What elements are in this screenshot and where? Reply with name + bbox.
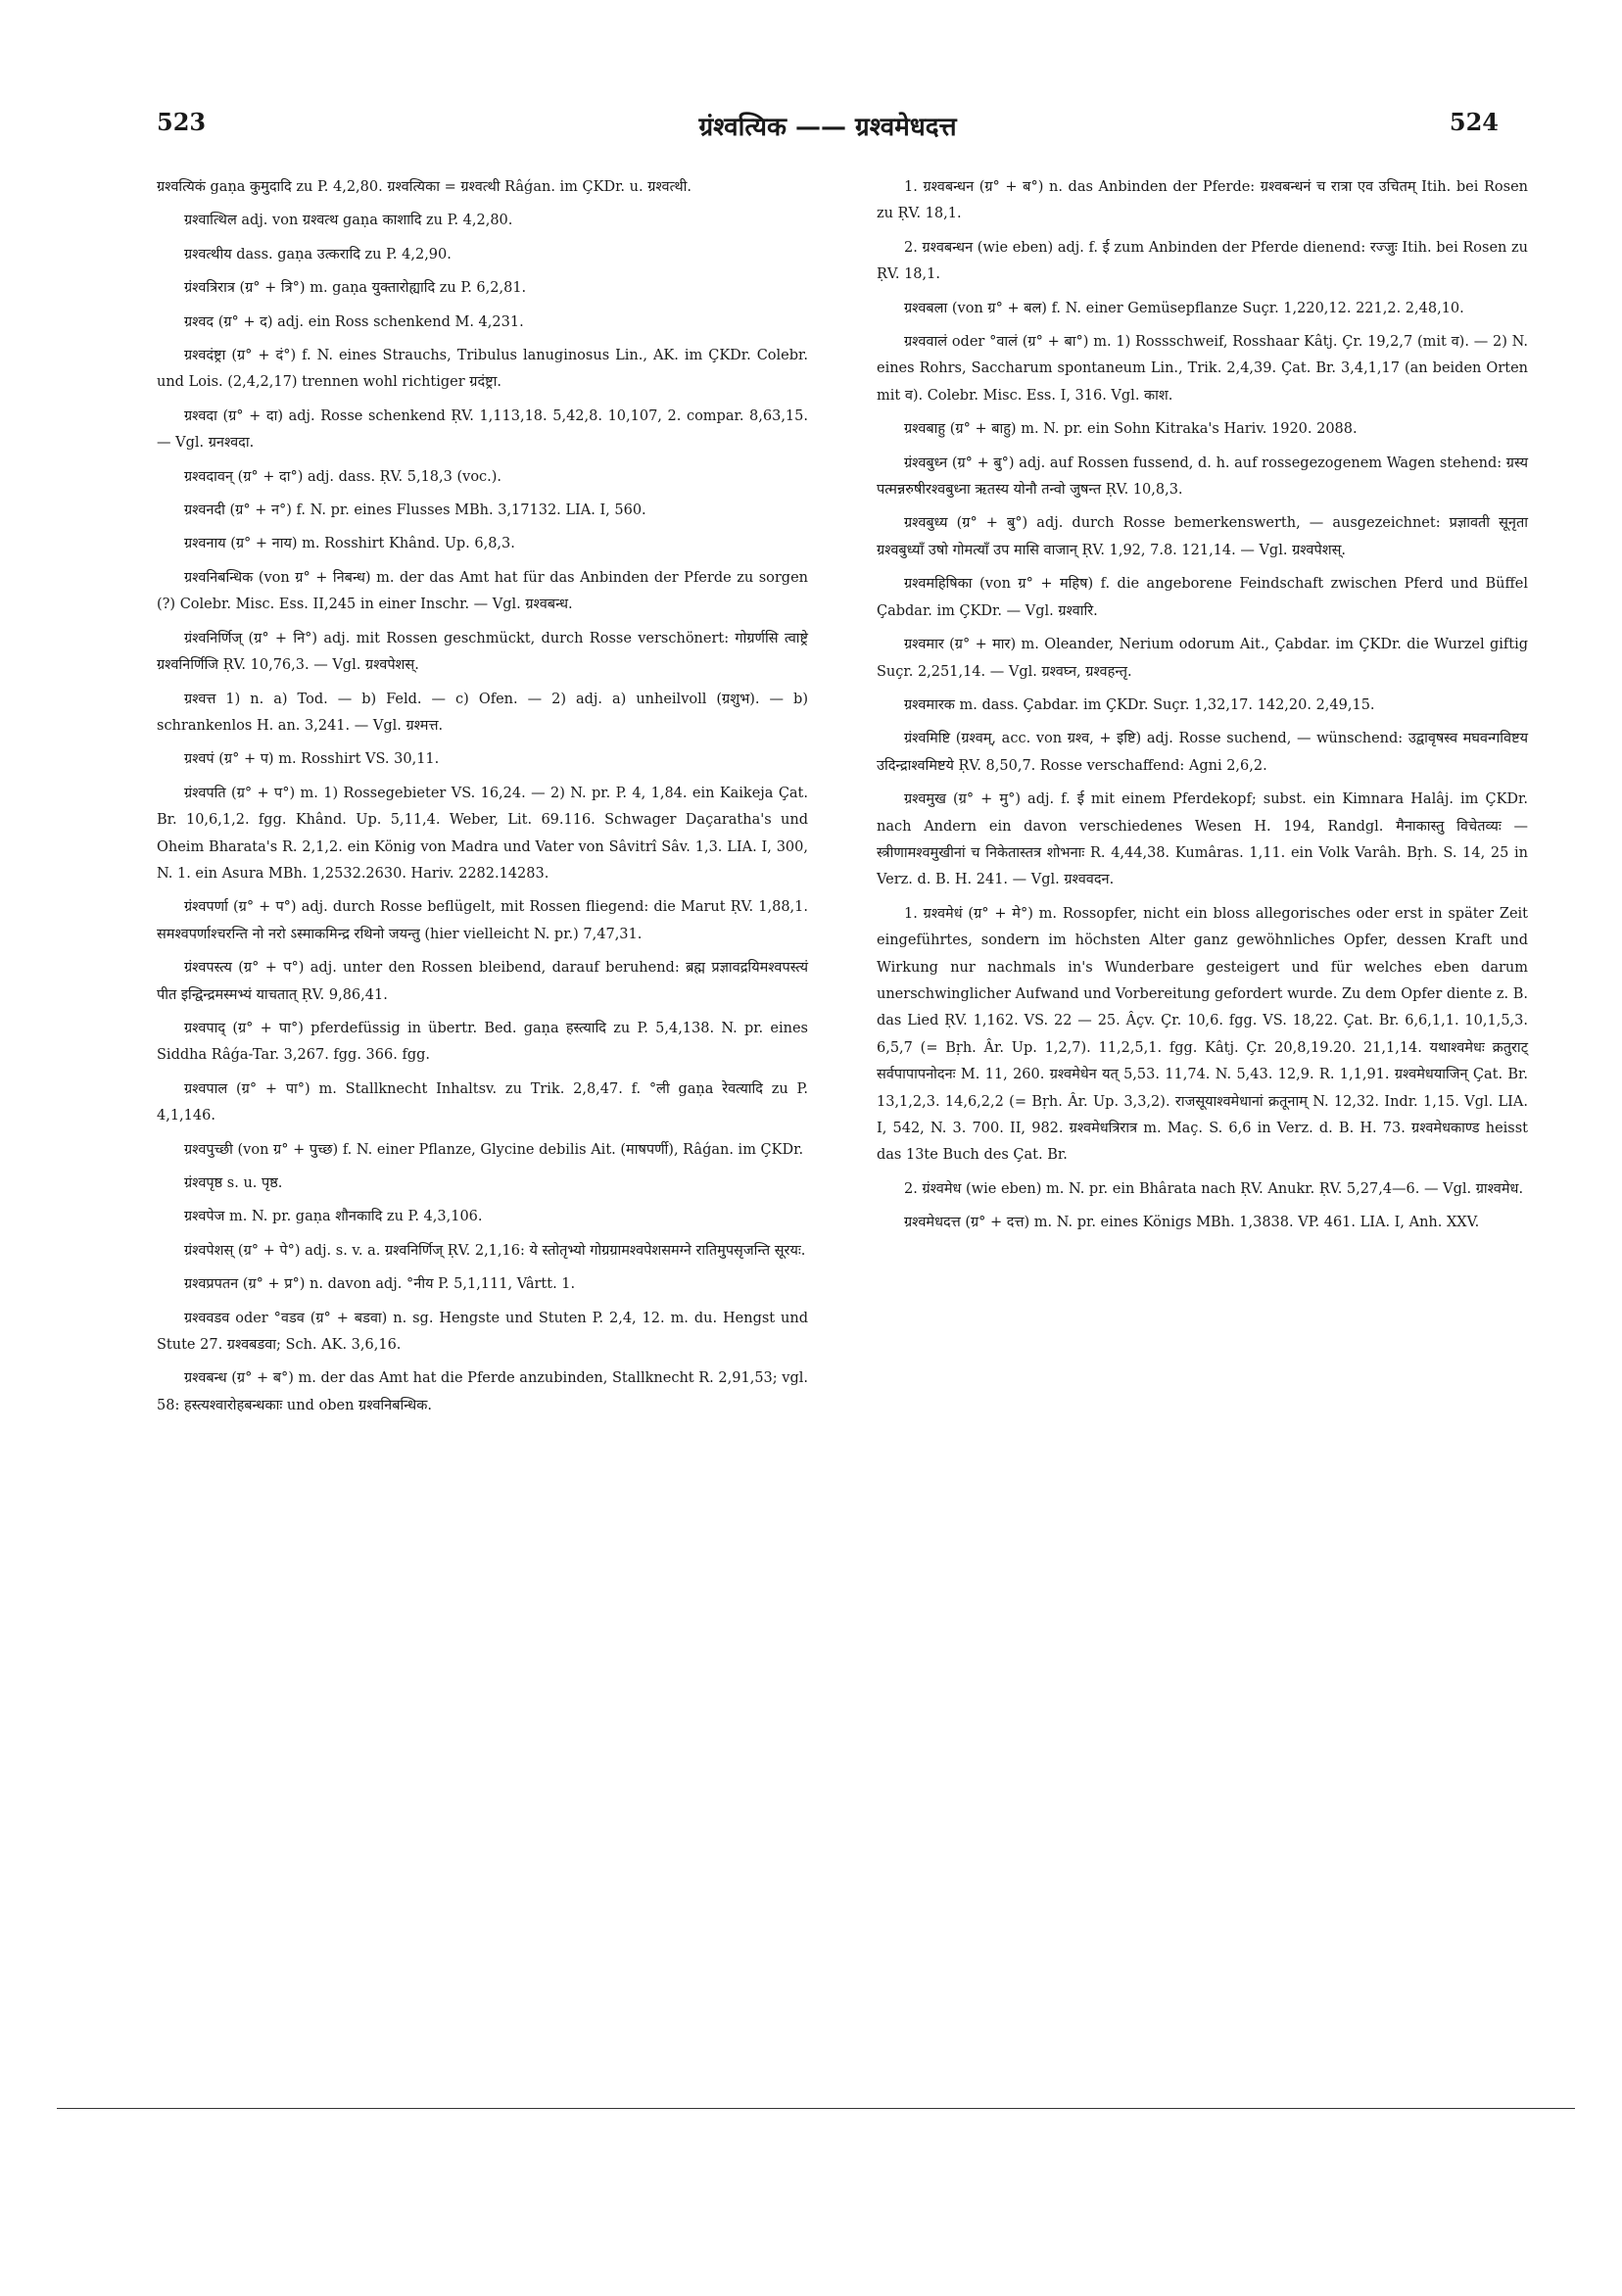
dictionary-entry: ग्रंश्वपेशस् (ग्र° + पे°) adj. s. v. a. ग्रश्वनिर्णिज् ṚV. 2,1,16: ये स्तोतृभ्यो गोग्रग्रामश्वपेशसमग्ने रातिमुपसृजन्ति सूरयः. — [184, 1242, 806, 1259]
dictionary-entry: ग्रश्वमार (ग्र° + मार) m. Oleander, Nerium odorum Ait., Çabdar. im ÇKDr. die Wurzel giftig Suçr. 2,251,14. — Vgl. ग्रश्वघ्न, ग्रश्वहन्तृ. — [877, 637, 1528, 680]
dictionary-entry: ग्रश्वदावन् (ग्र° + दा°) adj. dass. ṚV. 5,18,3 (voc.). — [184, 468, 502, 485]
dictionary-entry: ग्रश्वद (ग्र° + द) adj. ein Ross schenkend M. 4,231. — [184, 313, 524, 330]
dictionary-entry: ग्रश्वमेधदत्त (ग्र° + दत्त) m. N. pr. eines Königs MBh. 1,3838. VP. 461. LIA. I, Anh. XXV. — [904, 1215, 1480, 1231]
page-number-left: 523 — [157, 108, 207, 136]
dictionary-entry: ग्रश्वपाद् (ग्र° + पा°) pferdefüssig in übertr. Bed. gaṇa हस्त्यादि zu P. 5,4,138. N. pr. eines Siddha Râǵa-Tar. 3,267. fgg. 366. fgg. — [157, 1020, 808, 1064]
left-column — [157, 174, 808, 1426]
dictionary-entry: ग्रश्वदंष्ट्रा (ग्र° + दं°) f. N. eines Strauchs, Tribulus lanuginosus Lin., AK. im ÇKDr. Colebr. und Lois. (2,4,2,17) trennen wohl richtiger ग्रदंष्ट्रा. — [157, 348, 808, 391]
dictionary-entry: ग्रश्वबन्ध (ग्र° + ब°) m. der das Amt hat die Pferde anzubinden, Stallknecht R. 2,91,53; vgl. 58: हस्त्यश्वारोहबन्धकाः und oben ग्रश्वनिबन्धिक. — [157, 1370, 808, 1413]
dictionary-entry: ग्रश्वबला (von ग्र° + बल) f. N. einer Gemüsepflanze Suçr. 1,220,12. 221,2. 2,48,10. — [904, 300, 1464, 316]
dictionary-entry: ग्रश्वपं (ग्र° + प) m. Rosshirt VS. 30,11. — [184, 751, 440, 768]
dictionary-entry: ग्रंश्वनिर्णिज् (ग्र° + नि°) adj. mit Rossen geschmückt, durch Rosse verschönert: गोग्रर्णसि त्वाष्ट्रे ग्रश्वनिर्णिजि ṚV. 10,76,3. — Vgl. ग्रश्वपेशस्. — [157, 630, 808, 674]
dictionary-entry: ग्रंश्वपृष्ठ s. u. पृष्ठ. — [184, 1175, 283, 1191]
dictionary-entry: 2. ग्रश्वबन्धन (wie eben) adj. f. ई zum Anbinden der Pferde dienend: रज्जुः Itih. bei Rosen zu ṚV. 18,1. — [877, 239, 1528, 283]
dictionary-entry: ग्रश्वनदी (ग्र° + न°) f. N. pr. eines Flusses MBh. 3,17132. LIA. I, 560. — [184, 502, 646, 519]
dictionary-entry: ग्रश्वपुच्छी (von ग्र° + पुच्छ) f. N. einer Pflanze, Glycine debilis Ait. (माषपर्णी), Râǵan. im ÇKDr. — [184, 1141, 804, 1158]
dictionary-entry: ग्रश्वदा (ग्र° + दा) adj. Rosse schenkend ṚV. 1,113,18. 5,42,8. 10,107, 2. compar. 8,63,15. — Vgl. ग्रनश्वदा. — [157, 407, 808, 452]
dictionary-entry: ग्रश्ववालं oder °वालं (ग्र° + बा°) m. 1) Rossschweif, Rosshaar Kâtj. Çr. 19,2,7 (mit व). — 2) N. eines Rohrs, Saccharum spontaneum Lin., Trik. 2,4,39. Çat. Br. 3,4,1,17 (an beiden Orten mit व). Colebr. Misc. Ess. I, 316. Vgl. काश. — [877, 334, 1528, 404]
footer-rule — [57, 2108, 1575, 2109]
dictionary-entry: ग्रंश्वबुध्न (ग्र° + बु°) adj. auf Rossen fussend, d. h. auf rossegezogenem Wagen stehend: ग्रस्य पत्मन्नरुषीरश्वबुध्ना ऋतस्य योनौ तन्वो जुषन्त ṚV. 10,8,3. — [877, 454, 1528, 499]
dictionary-entry: 1. ग्रश्वमेधं (ग्र° + मे°) m. Rossopfer, nicht ein bloss allegorisches oder erst in später Zeit eingeführtes, sondern im höchsten Alter ganz gewöhnliches Opfer, dessen Kraft und Wirkung nur nachmals in's Wunderbare gesteigert und für welches eben darum unerschwinglicher Aufwand und Vorbereitung gefordert wurde. Zu dem Opfer diente z. B. das Lied ṚV. 1,162. VS. 22 — 25. Âçv. Çr. 10,6. fgg. VS. 18,22. Çat. Br. 6,6,1,1. 10,1,5,3. 6,5,7 (= Bṛh. Âr. Up. 1,2,7). 11,2,5,1. fgg. Kâtj. Çr. 20,8,19.20. 21,1,14. यथाश्वमेधः क्रतुराट् सर्वपापापनोदनः M. 11, 260. ग्रश्वमेधेन यत् 5,53. 11,74. N. 5,43. 12,9. R. 1,1,91. ग्रश्वमेधयाजिन् Çat. Br. 13,1,2,3. 14,6,2,2 (= Bṛh. Âr. Up. 3,3,2). राजसूयाश्वमेधानां क्रतूनाम् N. 12,32. Indr. 1,15. Vgl. LIA. I, 542, N. 3. 700. II, 982. ग्रश्वमेधत्रिरात्र m. Maç. S. 6,6 in Verz. d. B. H. 73. ग्रश्वमेधकाण्ड heisst das 13te Buch des Çat. Br. — [877, 905, 1528, 1164]
header-keywords: ग्रंश्वत्यिक —— ग्रश्वमेधदत्त — [698, 113, 957, 142]
dictionary-entry: ग्रंश्वत्रिरात्र (ग्र° + त्रि°) m. gaṇa युक्तारोह्यादि zu P. 6,2,81. — [184, 280, 527, 297]
dictionary-entry: ग्रश्वप्रपतन (ग्र° + प्र°) n. davon adj. °नीय P. 5,1,111, Vârtt. 1. — [184, 1276, 576, 1293]
dictionary-entry: ग्रश्वत्थीय dass. gaṇa उत्करादि zu P. 4,2,90. — [184, 246, 452, 263]
dictionary-entry: ग्रश्वमुख (ग्र° + मु°) adj. f. ई mit einem Pferdekopf; subst. ein Kimnara Halâj. im ÇKDr. nach Andern ein davon verschiedenes Wesen H. 194, Randgl. मैनाकास्तु विचेतव्यः — स्त्रीणामश्वमुखीनां च निकेतास्तत्र शोभनाः R. 4,44,38. Kumâras. 1,11. ein Volk Varâh. Bṛh. S. 14, 25 in Verz. d. B. H. 241. — Vgl. ग्रश्ववदन. — [877, 791, 1528, 888]
dictionary-entry: ग्रश्वपेज m. N. pr. gaṇa शौनकादि zu P. 4,3,106. — [184, 1209, 483, 1225]
dictionary-entry: ग्रश्वबुध्य (ग्र° + बु°) adj. durch Rosse bemerkenswerth, — ausgezeichnet: प्रज्ञावती सूनृता ग्रश्वबुध्याँ उषो गोमत्याँ उप मासि वाजान् ṚV. 1,92, 7.8. 121,14. — Vgl. ग्रश्वपेशस्. — [877, 515, 1528, 558]
right-column — [877, 174, 1528, 1244]
dictionary-entry: 2. ग्रंश्वमेध (wie eben) m. N. pr. ein Bhârata nach ṚV. Anukr. ṚV. 5,27,4—6. — Vgl. ग्राश्वमेध. — [904, 1180, 1524, 1197]
dictionary-entry: ग्रंश्वमिष्टि (ग्रश्वम्, acc. von ग्रश्व, + इष्टि) adj. Rosse suchend, — wünschend: उद्वावृषस्व मघवन्गविष्टय उदिन्द्राश्वमिष्टये ṚV. 8,50,7. Rosse verschaffend: Agni 2,6,2. — [877, 731, 1528, 774]
dictionary-entry: ग्रश्वत्त 1) n. a) Tod. — b) Feld. — c) Ofen. — 2) adj. a) unheilvoll (ग्रशुभ). — b) schrankenlos H. an. 3,241. — Vgl. ग्रश्मत्त. — [157, 691, 808, 734]
dictionary-entry: ग्रश्वनिबन्धिक (von ग्र° + निबन्ध) m. der das Amt hat für das Anbinden der Pferde zu sorgen (?) Colebr. Misc. Ess. II,245 in einer Inschr. — Vgl. ग्रश्वबन्ध. — [157, 569, 808, 613]
dictionary-entry: ग्रश्वमारक m. dass. Çabdar. im ÇKDr. Suçr. 1,32,17. 142,20. 2,49,15. — [904, 696, 1375, 713]
running-header — [157, 108, 1499, 147]
dictionary-entry: ग्रश्ववडव oder °वडव (ग्र° + बडवा) n. sg. Hengste und Stuten P. 2,4, 12. m. du. Hengst und Stute 27. ग्रश्वबडवा; Sch. AK. 3,6,16. — [157, 1310, 808, 1354]
dictionary-entry: ग्रश्वनाय (ग्र° + नाय) m. Rosshirt Khând. Up. 6,8,3. — [184, 536, 515, 552]
dictionary-entry: ग्रश्वपाल (ग्र° + पा°) m. Stallknecht Inhaltsv. zu Trik. 2,8,47. f. °ली gaṇa रेवत्यादि zu P. 4,1,146. — [157, 1080, 808, 1124]
dictionary-entry: ग्रंश्वपस्त्य (ग्र° + प°) adj. unter den Rossen bleibend, darauf beruhend: ब्रह्म प्रज्ञावद्रयिमश्वपस्त्यं पीत इन्द्विन्द्रमस्मभ्यं याचतात् ṚV. 9,86,41. — [157, 960, 808, 1003]
dictionary-entry: 1. ग्रश्वबन्धन (ग्र° + ब°) n. das Anbinden der Pferde: ग्रश्वबन्धनं च रात्रा एव उचितम् Itih. bei Rosen zu ṚV. 18,1. — [877, 179, 1528, 222]
dictionary-entry: ग्रश्वत्यिकं gaṇa कुमुदादि zu P. 4,2,80. ग्रश्वत्यिका = ग्रश्वत्थी Râǵan. im ÇKDr. u. ग्रश्वत्थी. — [157, 179, 692, 195]
dictionary-entry: ग्रंश्वपर्णा (ग्र° + प°) adj. durch Rosse beflügelt, mit Rossen fliegend: die Marut ṚV. 1,88,1. समश्वपर्णाश्चरन्ति नो नरो ऽस्माकमिन्द्र रथिनो जयन्तु (hier vielleicht N. pr.) 7,47,31. — [157, 899, 808, 942]
dictionary-entry: ग्रश्वबाहु (ग्र° + बाहु) m. N. pr. ein Sohn Kitraka's Hariv. 1920. 2088. — [904, 421, 1358, 438]
dictionary-entry: ग्रंश्वपति (ग्र° + प°) m. 1) Rossegebieter VS. 16,24. — 2) N. pr. P. 4, 1,84. ein Kaikeja Çat. Br. 10,6,1,2. fgg. Khând. Up. 5,11,4. Weber, Lit. 69.116. Schwager Daçaratha's und Oheim Bharata's R. 2,1,2. ein König von Madra und Vater von Sâvitrî Sâv. 1,3. LIA. I, 300, N. 1. ein Asura MBh. 1,2532.2630. Hariv. 2282.14283. — [157, 785, 808, 882]
page-number-right: 524 — [1449, 108, 1499, 136]
dictionary-entry: ग्रश्वात्थिल adj. von ग्रश्वत्थ gaṇa काशादि zu P. 4,2,80. — [184, 213, 513, 229]
dictionary-entry: ग्रश्वमहिषिका (von ग्र° + महिष) f. die angeborene Feindschaft zwischen Pferd und Büffel Çabdar. im ÇKDr. — Vgl. ग्रश्वारि. — [877, 576, 1528, 619]
